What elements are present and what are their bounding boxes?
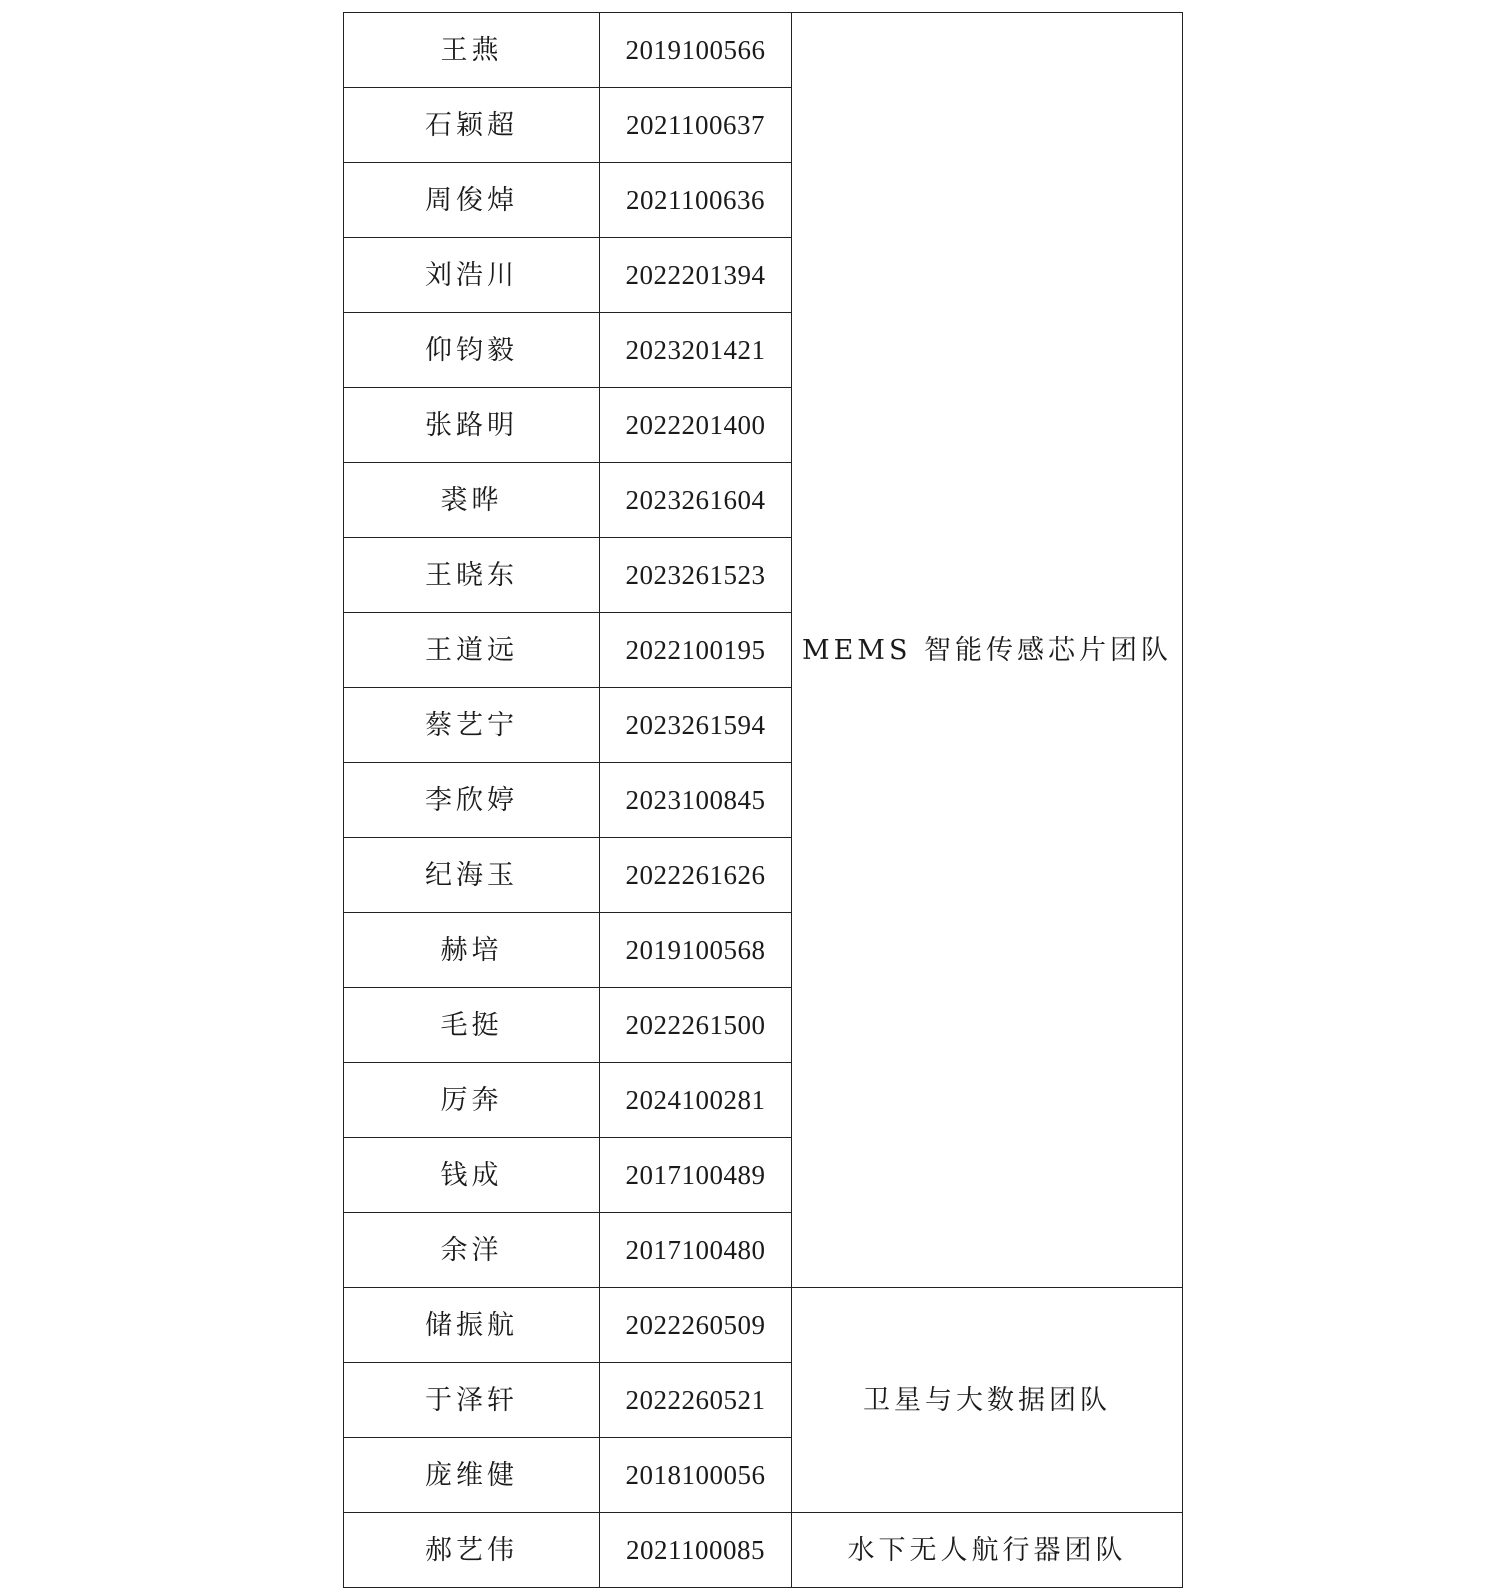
member-name: 余洋 — [344, 1213, 600, 1288]
member-name: 毛挺 — [344, 988, 600, 1063]
table-row — [344, 13, 1183, 88]
member-name: 刘浩川 — [344, 238, 600, 313]
student-id: 2023201421 — [600, 313, 792, 388]
student-id: 2019100568 — [600, 913, 792, 988]
student-id: 2023100845 — [600, 763, 792, 838]
member-name: 李欣婷 — [344, 763, 600, 838]
student-id: 2021100636 — [600, 163, 792, 238]
team-name: 卫星与大数据团队 — [792, 1288, 1183, 1513]
member-name: 石颖超 — [344, 88, 600, 163]
student-id: 2024100281 — [600, 1063, 792, 1138]
member-name: 王晓东 — [344, 538, 600, 613]
student-id: 2021100085 — [600, 1513, 792, 1588]
table-row — [344, 1513, 1183, 1588]
student-id: 2022260509 — [600, 1288, 792, 1363]
student-id: 2022201400 — [600, 388, 792, 463]
student-id: 2023261594 — [600, 688, 792, 763]
member-name: 于泽轩 — [344, 1363, 600, 1438]
member-name: 纪海玉 — [344, 838, 600, 913]
member-name: 厉奔 — [344, 1063, 600, 1138]
member-name: 蔡艺宁 — [344, 688, 600, 763]
member-name: 裘晔 — [344, 463, 600, 538]
student-id: 2017100480 — [600, 1213, 792, 1288]
table-row — [344, 1288, 1183, 1363]
team-name: MEMS 智能传感芯片团队 — [792, 13, 1183, 1288]
member-name: 赫培 — [344, 913, 600, 988]
member-name: 仰钧毅 — [344, 313, 600, 388]
student-id: 2019100566 — [600, 13, 792, 88]
member-name: 庞维健 — [344, 1438, 600, 1513]
student-id: 2023261604 — [600, 463, 792, 538]
student-id: 2022100195 — [600, 613, 792, 688]
student-id: 2018100056 — [600, 1438, 792, 1513]
member-name: 张路明 — [344, 388, 600, 463]
student-id: 2022261626 — [600, 838, 792, 913]
student-id: 2022260521 — [600, 1363, 792, 1438]
student-id: 2022261500 — [600, 988, 792, 1063]
member-name: 周俊焯 — [344, 163, 600, 238]
student-id: 2023261523 — [600, 538, 792, 613]
student-id: 2017100489 — [600, 1138, 792, 1213]
team-name: 水下无人航行器团队 — [792, 1513, 1183, 1588]
member-name: 王道远 — [344, 613, 600, 688]
student-id: 2022201394 — [600, 238, 792, 313]
roster-body — [344, 13, 1183, 1588]
member-name: 钱成 — [344, 1138, 600, 1213]
member-name: 王燕 — [344, 13, 600, 88]
member-name: 储振航 — [344, 1288, 600, 1363]
student-id: 2021100637 — [600, 88, 792, 163]
roster-table — [343, 12, 1183, 1588]
member-name: 郝艺伟 — [344, 1513, 600, 1588]
